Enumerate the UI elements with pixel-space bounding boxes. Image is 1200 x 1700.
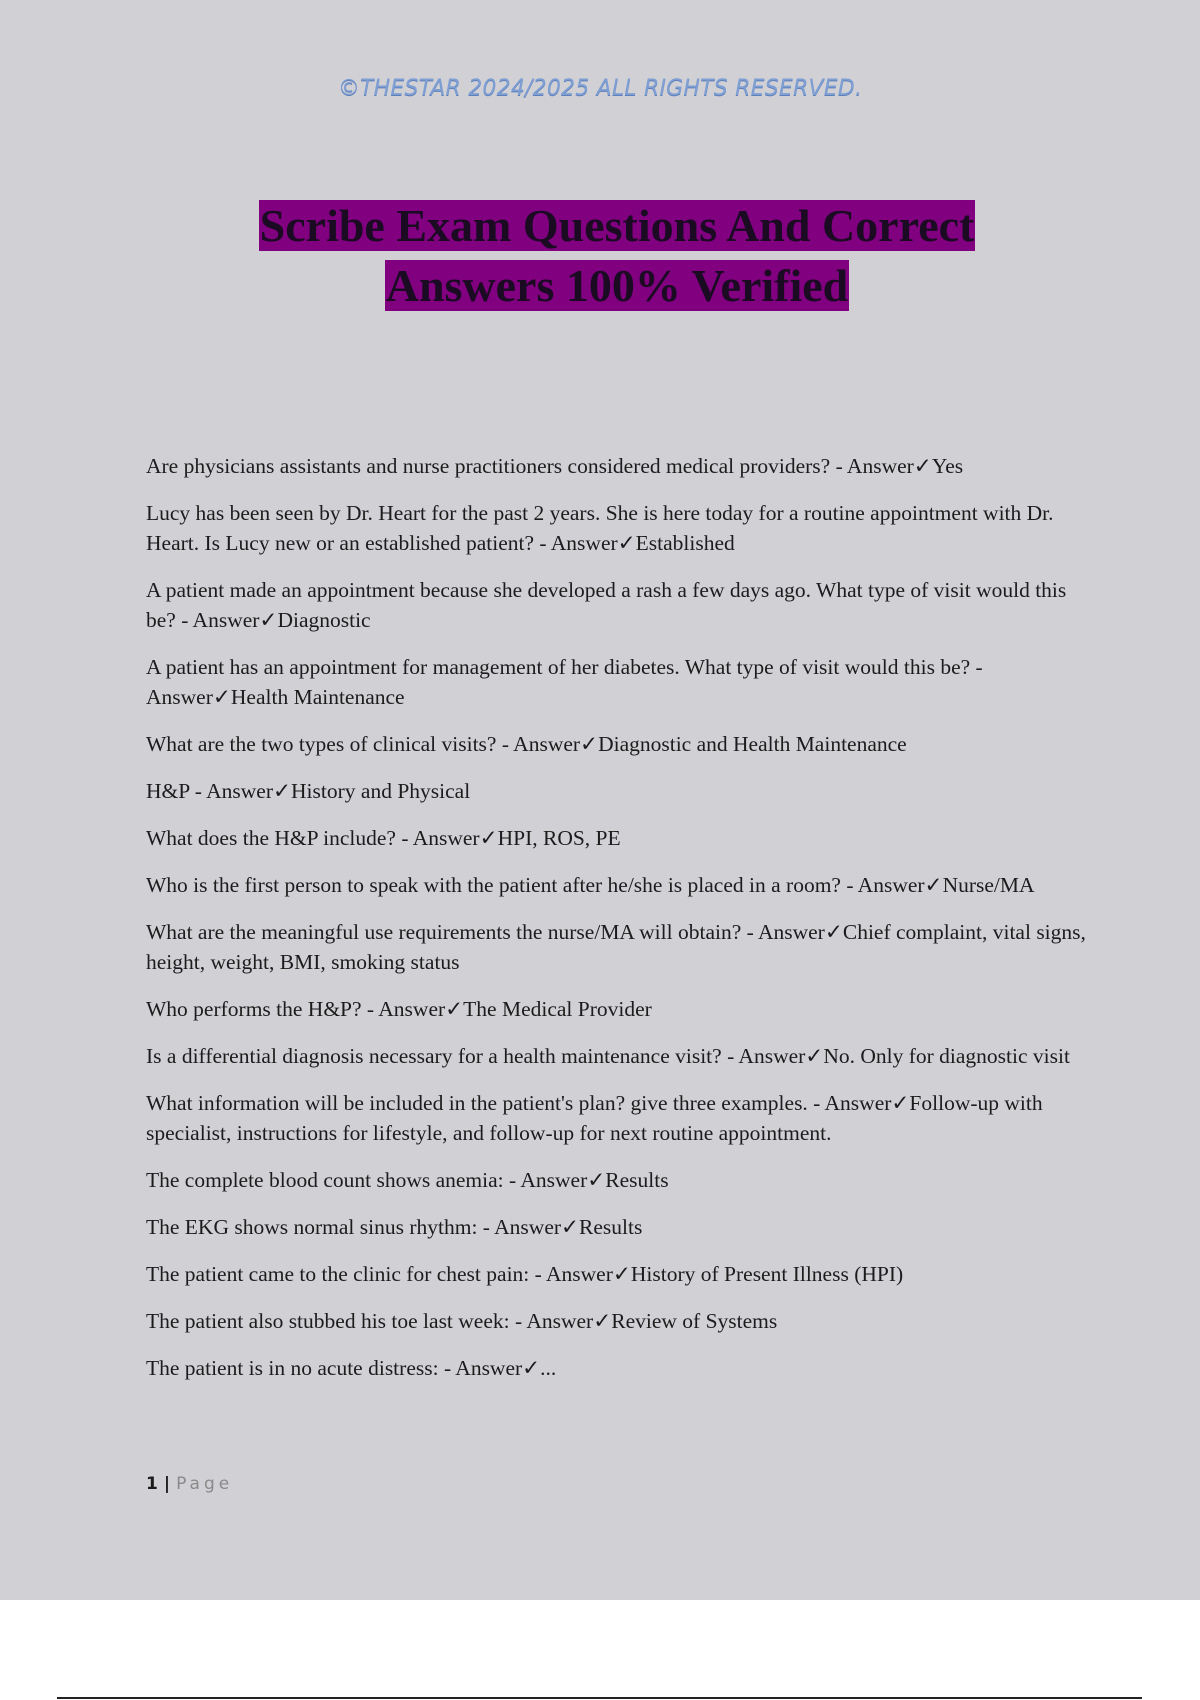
qa-item: Who is the first person to speak with the patient after he/she is placed in a room? - Answer✓Nurse/MA — [146, 873, 1035, 897]
qa-item: Lucy has been seen by Dr. Heart for the past 2 years. She is here today for a routine appointment with Dr. Heart. Is Lucy new or an established patient? - Answer✓Established — [146, 501, 1054, 555]
page-number-footer — [146, 1474, 233, 1494]
page-separator: | — [163, 1474, 171, 1494]
qa-item: What information will be included in the patient's plan? give three examples. - Answer✓Follow-up with specialist, instructions for lifestyle, and follow-up for next routine appointment. — [146, 1091, 1043, 1145]
bottom-divider — [57, 1697, 1142, 1699]
qa-item: Who performs the H&P? - Answer✓The Medical Provider — [146, 997, 652, 1021]
qa-item: What does the H&P include? - Answer✓HPI, ROS, PE — [146, 826, 621, 850]
qa-item: H&P - Answer✓History and Physical — [146, 779, 471, 803]
qa-item: A patient has an appointment for management of her diabetes. What type of visit would this be? - Answer✓Health Maintenance — [146, 655, 983, 709]
page-label: Page — [176, 1474, 234, 1494]
qa-item: The EKG shows normal sinus rhythm: - Answer✓Results — [146, 1215, 643, 1239]
qa-item: The patient came to the clinic for chest pain: - Answer✓History of Present Illness (HPI) — [146, 1262, 904, 1286]
qa-item: Are physicians assistants and nurse practitioners considered medical providers? - Answer✓Yes — [146, 454, 964, 478]
document-title — [0, 196, 1200, 316]
qa-item: What are the meaningful use requirements the nurse/MA will obtain? - Answer✓Chief complaint, vital signs, height, weight, BMI, smoking status — [146, 920, 1086, 974]
qa-item: Is a differential diagnosis necessary for a health maintenance visit? - Answer✓No. Only for diagnostic visit — [146, 1044, 1070, 1068]
qa-item: The patient also stubbed his toe last week: - Answer✓Review of Systems — [146, 1309, 778, 1333]
page-number: 1 — [146, 1474, 158, 1494]
title-line-1: Scribe Exam Questions And Correct — [259, 200, 975, 251]
qa-item: The patient is in no acute distress: - Answer✓... — [146, 1356, 557, 1380]
qa-item: A patient made an appointment because she developed a rash a few days ago. What type of visit would this be? - Answer✓Diagnostic — [146, 578, 1067, 632]
copyright-header: ©THESTAR 2024/2025 ALL RIGHTS RESERVED. — [337, 76, 863, 101]
qa-list — [146, 451, 1096, 1400]
qa-item: The complete blood count shows anemia: - Answer✓Results — [146, 1168, 669, 1192]
qa-item: What are the two types of clinical visits? - Answer✓Diagnostic and Health Maintenance — [146, 732, 907, 756]
title-line-2: Answers 100% Verified — [385, 260, 849, 311]
